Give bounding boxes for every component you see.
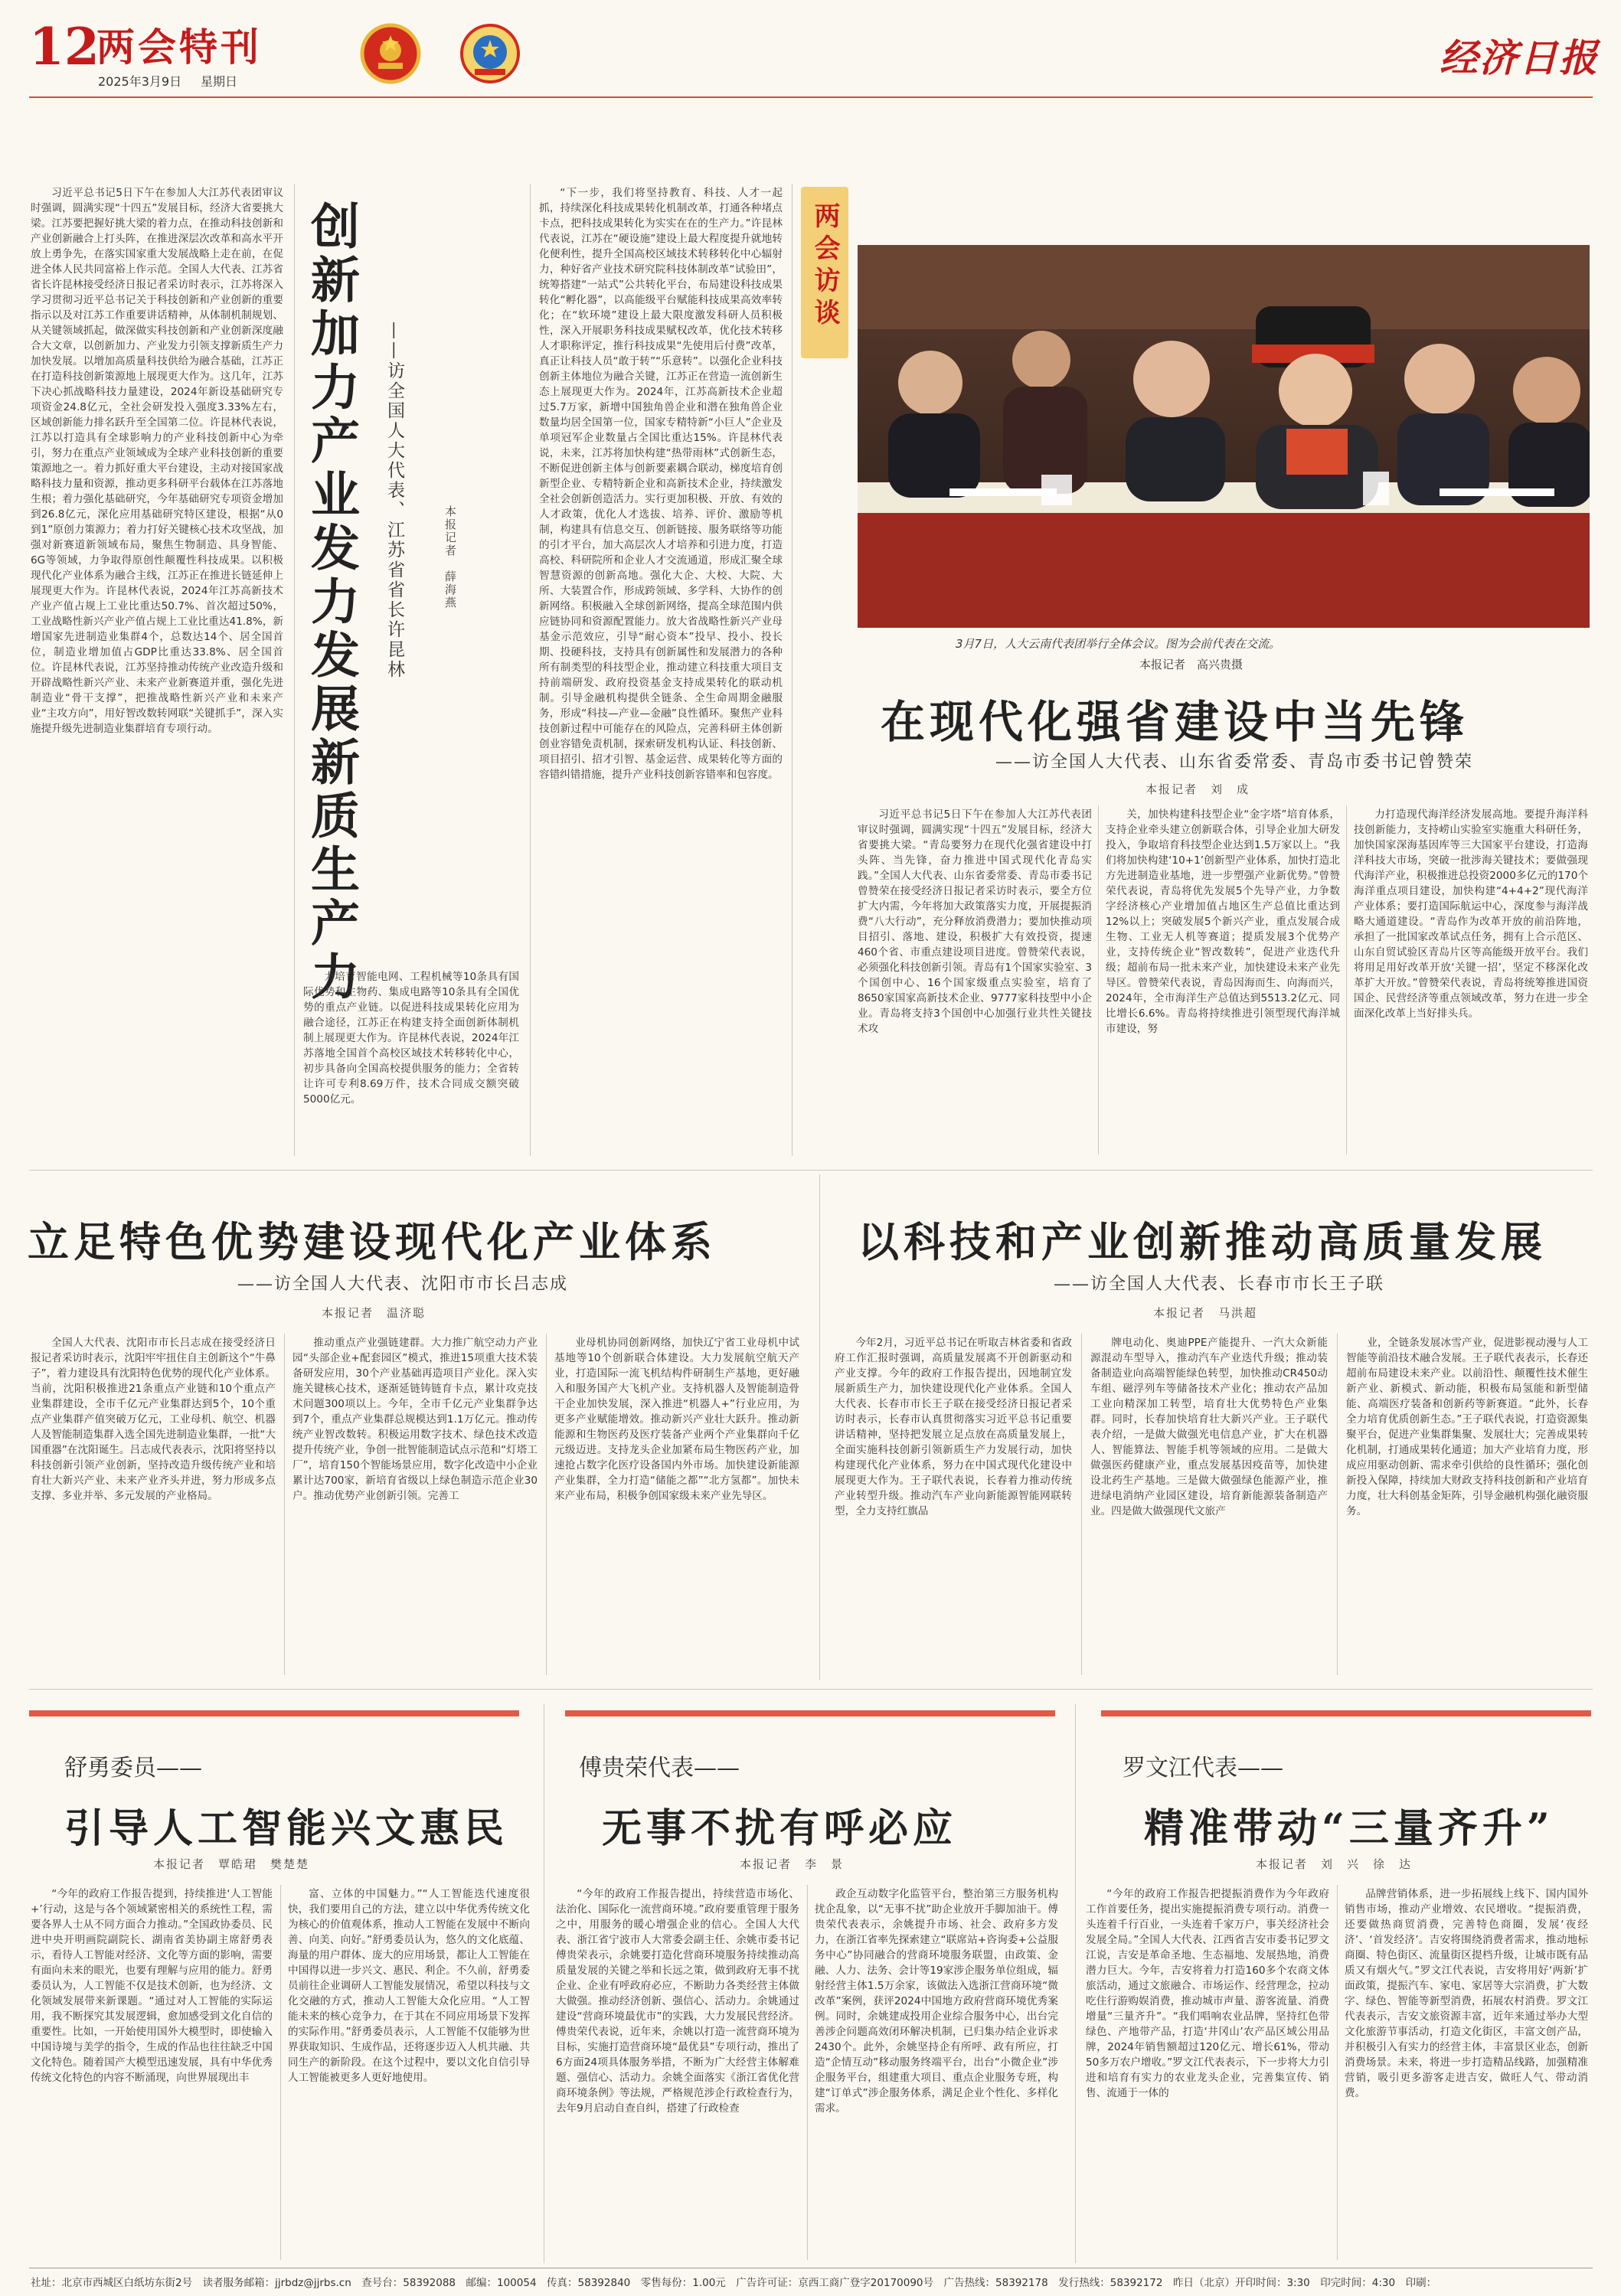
article2-subtitle: ——访全国人大代表、山东省委常委、青岛市委书记曾赞荣 bbox=[995, 753, 1474, 772]
profile-header-band bbox=[565, 1710, 1055, 1716]
article4-col1: 今年2月，习近平总书记在听取吉林省委和省政府工作汇报时强调，高质量发展离不开创新驱动和产业支撑。今年的政府工作报告提出，因地制宜发展新质生产力，加快建设现代化产业体系。全国人大代表、长春市市长王子联在接受经济日报记者采访时表示，长春市认真贯彻落实习近平总书记重要讲话精神，坚持把发展立足点放在高质量发展上，全面实施科技创新引领新质生产力发展行动，加快构建现代化产业体系，努力在中国式现代化建设中展现更大作为。王子联代表说，长春着力推动传统产业转型升级。推动汽车产业向新能源智能网联转型，全力支持红旗品 bbox=[835, 1337, 1072, 1517]
column-divider bbox=[284, 1334, 285, 1675]
article6-title: 无事不扰有呼必应 bbox=[602, 1805, 958, 1852]
article7-col1: “今年的政府工作报告把提振消费作为今年政府工作首要任务，提出实施提振消费专项行动。消费一头连着千行百业，一头连着千家万户，事关经济社会发展全局。”全国人大代表、江西省吉安市委书记罗文江说，吉安是革命圣地、生态福地、发展热地，消费潜力巨大。今年，吉安将着力打造160多个农商文体旅活动，通过文旅融合、市场运作、经营理念，拉动吃住行游购娱消费，推动城市声量、游客流量、消费增量“三量齐升”。“我们唱响农业品牌，坚持红色带绿色、产地带产品，打造‘井冈山’农产品区域公用品牌，2024年销售额超过120亿元、增长61%，带动50多万农户增收。”罗文江代表表示，下一步将大力引进和培育有实力的农业龙头企业，完善集宣传、销售、流通于一体的 bbox=[1086, 1888, 1329, 2099]
article5-col2: 富、立体的中国魅力。”“人工智能迭代速度很快，我们要用自己的方法，建立以中华优秀传统文化为核心的价值观体系，推动人工智能在发展中不断向善、向美、向好。”舒勇委员认为，悠久的文化底蕴、海量的用户群体、庞大的应用场景，都让人工智能在中国得以进一步兴文、惠民、利企。不久前，舒勇委员前往企业调研人工智能发展情况，希望以科技与文化交融的方式，推动人工智能大众化应用。“人工智能未来的核心竞争力，在于其在不同应用场景下发挥的实际作用。”舒勇委员表示，人工智能不仅能够为世界获取知识、生成作品，还将逐步迈入人机共融、共同生产的新阶段。在这个过程中，要以文化自信引导人工智能被更多人更好地使用。 bbox=[288, 1888, 530, 2084]
section-title: 两会特刊 bbox=[96, 24, 262, 70]
column-divider bbox=[530, 184, 531, 1156]
article2-col2: 关，加快构建科技型企业“金字塔”培育体系，支持企业牵头建立创新联合体，引导企业加大研发投入，争取培育科技型企业达到1.5万家以上。“我们将加快构建‘10+1’创新型产业体系，加快打造北方先进制造业基地，进一步塑强产业新优势。”曾赞荣代表说，青岛将优先发展5个先导产业，力争数字经济核心产业增加值占地区生产总值比重达到12%以上；突破发展5个新兴产业，重点发展合成生物、工业无人机等赛道；提质发展3个优势产业，支持传统企业“智改数转”，促进产业迭代升级；超前布局一批未来产业，加快建设未来产业先导区。曾赞荣代表说，青岛因海而生、向海而兴，2024年，全市海洋生产总值达到5513.2亿元、同比增长6.6%。青岛将持续推进引领型现代海洋城市建设，努 bbox=[1106, 808, 1340, 1035]
article2-col1: 习近平总书记5日下午在参加人大江苏代表团审议时强调，圆满实现“十四五”发展目标，经济大省要挑大梁。“青岛要努力在现代化强省建设中打头阵、当先锋，奋力推进中国式现代化青岛实践。”全国人大代表、山东省委常委、青岛市委书记曾赞荣在接受经济日报记者采访时表示，要全方位扩大内需，今年将加大政策落实力度，开展提振消费“八大行动”，充分释放消费潜力；要加快推动项目招引、落地、建设，积极扩大有效投资，提速460个省、市重点建设项目进度。曾赞荣代表说，必须强化科技创新引领。青岛有1个国家实验室、3个国创中心、16个国家级重点实验室，培育了8650家国家高新技术企业、9777家科技型中小企业。青岛将支持3个国创中心加强行业共性关键技术攻 bbox=[858, 808, 1092, 1035]
article1-col3: “下一步，我们将坚持教育、科技、人才一起抓，持续深化科技成果转化机制改革，打通各种堵点卡点，把科技成果转化为实实在在的生产力。”许昆林代表说，江苏在“硬设施”建设上最大程度提升就地转化便利性，提升全国高校区域技术转移转化中心辐射力，种好省产业技术研究院科技体制改革“试验田”，统筹搭建“一站式”公共转化平台，布局建设科技成果转化“孵化器”，以高能级平台赋能科技成果高效率转化；在“软环境”建设上最大限度激发科研人员积极性，深入开展职务科技成果赋权改革，优化技术转移人才职称评定，推行科技成果“先使用后付费”改革，真正让科技人员“敢于转”“乐意转”。以强化企业科技创新主体地位为融合关键，江苏正在营造一流创新生态上展现更大作为。2024年，江苏高新技术企业超过5.7万家，新增中国独角兽企业和潜在独角兽企业数量均居全国第一位，国家专精特新“小巨人”企业及单项冠军企业数量占全国比重达15%。许昆林代表说，未来，江苏将加快构建“热带雨林”式创新生态，不断促进创新主体与创新要素耦合联动，梯度培育创新型企业、专精特新企业和高新技术企业，持续激发全社会创新创造活力。实行更加积极、开放、有效的人才政策，优化人才选拔、培养、评价、激励等机制，构建具有信息交互、创新链接、服务联络等功能的引才平台，加大高层次人才培养和引进力度，打造高校、科研院所和企业人才交流通道，形成汇聚全球智慧资源的创新高地。强化大企、大校、大院、大所、大装置合作，形成跨领域、多学科、大协作的创新网络。积极融入全球创新网络，提高全球范围内供应链协同和资源配置能力。放大省战略性新兴产业母基金示范效应，引导“耐心资本”投早、投小、投长期、投硬科技，支持具有创新属性和发展潜力的各种所有制类型的科技型企业，推动建立科技重大项目支持前端研发、政府投资基金支持成果转化的联动机制。引导金融机构提供全链条、全生命周期金融服务，形成“科技—产业—金融”良性循环。聚焦产业科技创新过程中可能存在的风险点，完善科研主体创新创业容错免责机制，探索研发机构认证、科技创新、项目招引、招才引智、基金运营、成果转化等方面的容错纠错措施，提升产业科技创新容错率和包容度。 bbox=[539, 187, 783, 781]
article6-col2: 政企互动数字化监管平台，整治第三方服务机构扰企乱象，以“无事不扰”助企业放开手脚加油干。傅贵荣代表表示，余姚提升市场、社会、政府多方发力，在浙江省率先探索建立“联席站+咨询委+公益服务中心”协同融合的营商环境服务联盟，由政策、金融、人力、法务、会计等19家涉企服务单位组成，辐射经营主体1.5万余家，该做法入选浙江营商环境“微改革”案例，获评2024中国地方政府营商环境优秀案例。同时，余姚建成投用企业综合服务中心，出台完善涉企问题高效闭环解决机制，已归集办结企业诉求2430个。此外，余姚坚持企有所呼、政有所应，打造“企情互动”移动服务终端平台，出台“小微企业”涉企服务平台，组建重大项目、重点企业服务专班，构建“订单式”涉企服务体系，满足企业个性化、多样化需求。 bbox=[815, 1888, 1058, 2115]
article3-byline: 本报记者 温济聪 bbox=[322, 1306, 426, 1320]
article4-col2: 牌电动化、奥迪PPE产能提升、一汽大众新能源混动车型导入，推动汽车产业迭代升级；推动装备制造业向高端智能绿色转型，加快推动CR450动车组、磁浮列车等储备技术产业化；推动农产品加工业向精深加工转型，培育壮大优势特色产业集群。同时，长春加快培育壮大新兴产业。王子联代表介绍，一是做大做强光电信息产业，扩大在机器人、智能算法、智能手机等领域的应用。二是做大做强医药健康产业，重点发展基因疫苗等，加快建设北药生产基地。三是做大做强绿色能源产业，推进绿电消纳产业园区建设，培育新能源装备制造产业。四是做大做强现代文旅产 bbox=[1090, 1337, 1328, 1517]
footer-info: 社址：北京市西城区白纸坊东街2号 读者服务邮箱：jjrbdz@jjrbs.cn 查号台：58392088 邮编：100054 传真：58392840 零售每份：1.00元 广告许可证：京西工商广登字20170090号 广告热线：58392178 发行热线：58392172 昨日（北京）开印时间：3:30 印完时间：4:30 印刷： bbox=[31, 2277, 1437, 2289]
section-rule bbox=[29, 1170, 1593, 1171]
article7-title: 精准带动“三量齐升” bbox=[1144, 1805, 1554, 1852]
column-divider bbox=[1081, 1334, 1082, 1675]
article3-col2: 推动重点产业强链建群。大力推广航空动力产业园“头部企业+配套园区”模式，推进15项重大技术装备研发应用，30个产业基础再造项目产业化。深入实施关键核心技术，逐渐延链铸链育卡点，累计攻克技术问题300项以上。今年，全市千亿元产业集群争达到7个，重点产业集群总规模达到1.1万亿元。推动传统产业智改数转。积极运用数字技术、绿色技术改造提升传统产业，争创一批智能制造试点示范和“灯塔工厂”，培育150个智能场景应用，数字化改造中小企业累计达700家，新培育省级以上绿色制造示范企业30户。推动优势产业创新引领。完善工 bbox=[292, 1337, 538, 1502]
column-divider bbox=[280, 1885, 281, 2260]
column-divider bbox=[1075, 1704, 1076, 2263]
photo-caption: 3月7日，人大云南代表团举行全体会议。图为会前代表在交流。 本报记者 高兴贵摄 bbox=[956, 637, 1281, 671]
masthead bbox=[0, 0, 1621, 89]
column-divider bbox=[1098, 805, 1099, 1155]
article4-col3: 业，全链条发展冰雪产业，促进影视动漫与人工智能等前沿技术融合发展。王子联代表表示，长春还超前布局建设未来产业。以前沿性、颠覆性技术催生新产业、新模式、新动能，积极布局氢能和新型储能、高端医疗装备和创新药等新赛道。“此外，长春全力培育优质创新生态。”王子联代表说，打造资源集聚平台，促进产业集群集聚、发展壮大；完善成果转化机制，打通成果转化通道；加大产业培育力度，形成应用驱动创新、需求牵引供给的良性循环；强化创新投入保障，持续加大财政支持科技创新和产业培育力度，壮大科创基金矩阵，引导金融机构强化融资服务。 bbox=[1346, 1337, 1588, 1517]
article2-title: 在现代化强省建设中当先锋 bbox=[881, 696, 1469, 748]
cppcc-emblem-icon bbox=[459, 23, 521, 84]
article3-subtitle: ——访全国人大代表、沈阳市市长吕志成 bbox=[237, 1275, 569, 1294]
column-divider bbox=[1337, 1885, 1338, 2260]
article3-col3: 业母机协同创新网络，加快辽宁省工业母机中试基地等10个创新联合体建设。大力发展航空航天产业，打造国际一流飞机结构件研制生产基地，更好融入和服务国产大飞机产业。支持机器人及智能制造骨干企业加快发展，深入推进“机器人+”行业应用，为更多产业赋能增效。推动新兴产业壮大跃升。推动新能源和生物医药及医疗装备产业两个产业集群向千亿元级迈进。支持龙头企业加紧布局生物医药产业，加速抢占数字化医疗设备国内外市场。加快建设新能源产业集群，全力打造“储能之都”“北方氢都”。加快未来产业布局，积极争创国家级未来产业先导区。 bbox=[554, 1337, 799, 1502]
article4-subtitle: ——访全国人大代表、长春市市长王子联 bbox=[1054, 1275, 1385, 1294]
issue-weekday: 星期日 bbox=[201, 74, 238, 89]
article6-byline: 本报记者 李 景 bbox=[740, 1857, 845, 1871]
article4-byline: 本报记者 马洪超 bbox=[1153, 1306, 1258, 1320]
page-number: 12 bbox=[29, 17, 100, 77]
column-divider bbox=[1346, 805, 1347, 1155]
news-photo bbox=[858, 245, 1590, 628]
article5-byline: 本报记者 覃皓珺 樊楚楚 bbox=[153, 1857, 310, 1871]
column-divider bbox=[546, 1334, 547, 1675]
issue-date: 2025年3月9日 bbox=[98, 74, 182, 89]
article3-col1: 全国人大代表、沈阳市市长吕志成在接受经济日报记者采访时表示，沈阳牢牢扭住自主创新这个“牛鼻子”，着力建设具有沈阳特色优势的现代化产业体系。当前，沈阳积极推进21条重点产业链和10个重点产业集群建设，全市千亿元产业集群达到5个，10个重点产业集群产值突破万亿元，工业母机、航空、机器人及智能制造集群入选全国先进制造业集群，一批“大国重器”在沈阳诞生。吕志成代表表示，沈阳将坚持以科技创新引领产业创新，坚持改造升级传统产业和培育壮大新兴产业、未来产业齐头并进，努力形成多点支撑、多业并举、多元发展的产业格局。 bbox=[31, 1337, 276, 1502]
section-rule bbox=[29, 1689, 1593, 1690]
article1-col1: 习近平总书记5日下午在参加人大江苏代表团审议时强调，圆满实现“十四五”发展目标，经济大省要挑大梁。江苏要把握好挑大梁的着力点，在推动科技创新和产业创新融合上打头阵，在推进深层次改革和高水平开放上勇争先，在落实国家重大发展战略上走在前，在促进全体人民共同富裕上作示范。全国人大代表、江苏省省长许昆林接受经济日报记者采访时表示，江苏将深入学习贯彻习近平总书记关于科技创新和产业创新的重要指示以及对江苏工作重要讲话精神，从体制机制规划、从关键领域抓起，做深做实科技创新和产业创新深度融合大文章，以创新加力、产业发力引领支撑新质生产力加快发展。以增加高质量科技供给为融合基础，江苏正在打造科技创新策源地上展现更大作为。这几年，江苏下决心抓战略科技力量建设，2024年新设基础研究专项资金24.8亿元，全社会研发投入强度3.33%左右，区域创新能力排名跃升至全国第二位。许昆林代表说，江苏以打造具有全球影响力的产业科技创新中心为牵引，努力在重点产业领域成为全球产业科技创新的重要策源地之一。着力抓好重大平台建设，主动对接国家战略科技力量和资源，推动更多科研平台载体在江苏落地生根；着力强化基础研究，今年基础研究专项资金增加到26.8亿元，深化应用基础研究特区建设，根据“从0到1”原创力策源力；着力打好关键核心技术攻坚战，加强对新赛道新领域布局，聚焦生物制造、具身智能、6G等领域，力争取得原创性颠覆性科技成果。以积极现代化产业体系为融合主线，江苏正在推进长链延伸上展现更大作为。许昆林代表说，2024年江苏高新技术产业产值占规上工业比重达50.7%、首次超过50%，工业战略性新兴产业产值占规上工业比重达41.8%，新增国家先进制造业集群4个，总数达14个、居全国首位，制造业增加值占GDP比重达33.8%、居全国首位。许昆林代表说，江苏坚持推动传统产业改造升级和开辟战略性新兴产业、未来产业新赛道并重，强化先进制造业“骨干支撑”，把推战略性新兴产业和未来产业“主攻方向”，用好智改数转网联“关键抓手”，深入实施提升级先进制造业集群培育专项行动。 bbox=[31, 187, 283, 735]
column-divider bbox=[294, 184, 295, 1156]
article1-subtitle: ——访全国人大代表、江苏省省长许昆林 bbox=[384, 322, 404, 680]
article1-col2: 力培育智能电网、工程机械等10条具有国际优势和生物药、集成电路等10条具有全国优势的重点产业链。以促进科技成果转化应用为融合途径，江苏正在构建支持全面创新体制机制上展现更大作为。许昆林代表说，2024年江苏落地全国首个高校区域技术转移转化中心，初步具备向全国高校提供服务的能力；全省转让许可专利8.69万件，技术合同成交额突破5000亿元。 bbox=[303, 971, 519, 1106]
national-emblem-icon bbox=[360, 23, 421, 84]
profile-header-band bbox=[1101, 1710, 1591, 1716]
article6-col1: “今年的政府工作报告提出，持续营造市场化、法治化、国际化一流营商环境。”政府要重管理于服务之中，用服务的暖心增强企业的信心。全国人大代表、浙江省宁波市人大常委会副主任、余姚市委书记傅贵荣表示，余姚要打造化营商环境服务持续推动高质量发展的关键之举和长远之策，做到政府无事不扰企业、企业有呼政府必应，不断助力各类经营主体做大做强。推动经济创新、强信心、活动力。余姚通过建设“营商环境最优市”的实践，大力发展民营经济。傅贵荣代表说，近年来，余姚以打造一流营商环境为目标，实施打造营商环境“最优县”专项行动，推出了6方面24项具体服务举措，不断为广大经营主体解难题、强信心、活动力。余姚全面落实《浙江省优化营商环境条例》等法规，严格规范涉企行政检查行为，去年9月启动自查自纠，搭建了行政检查 bbox=[556, 1888, 799, 2115]
column-divider bbox=[819, 1174, 820, 1680]
article7-col2: 品牌营销体系，进一步拓展线上线下、国内国外销售市场，推动产业增效、农民增收。“提振消费，还要做热商贸消费，完善特色商圈，发展‘夜经济’、‘首发经济’。吉安将围绕消费者需求，推动地标商圈、特色街区、流量街区提档升级，让城市既有品质又有烟火气。”罗文江代表说，吉安将用好‘两新’扩面政策，提振汽车、家电、家居等大宗消费，扩大数字、绿色、智能等新型消费，拓展农村消费。罗文江代表表示，吉安文旅资源丰富，近年来通过举办大型文化旅游节事活动，打造文化街区，丰富文创产品，并积极引入有实力的经营主体，丰富景区业态，创新消费场景。未来，将进一步打造精品线路，加强精准营销，吸引更多游客走进吉安，做旺人气、带动消费。 bbox=[1345, 1888, 1588, 2099]
article2-col3: 力打造现代海洋经济发展高地。要提升海洋科技创新能力，支持崂山实验室实施重大科研任务，加快国家深海基因库等三大国家平台建设，打造海洋科技大市场，突破一批涉海关键技术；要做强现代海洋产业，积极推进总投资2000多亿元的170个海洋重点项目建设，加快构建“4+4+2”现代海洋产业体系；要打造国际航运中心，深度参与海洋战略大通道建设。“青岛作为改革开放的前沿阵地，承担了一批国家改革试点任务，拥有上合示范区、山东自贸试验区青岛片区等高能级开放平台。我们将用足用好改革开放‘关键一招’，坚定不移深化改革扩大开放。”曾赞荣代表说，青岛将统筹推进国资国企、民营经济等重点领域改革，努力在进一步全面深化改革上当好排头兵。 bbox=[1354, 808, 1588, 1020]
column-divider bbox=[1337, 1334, 1338, 1675]
side-tab: 两会访谈 bbox=[801, 187, 848, 358]
column-divider bbox=[792, 184, 793, 1156]
paper-logo: 经济日报 bbox=[1440, 35, 1599, 80]
article7-kicker: 罗文江代表—— bbox=[1123, 1755, 1283, 1782]
article2-byline: 本报记者 刘 成 bbox=[1145, 782, 1250, 796]
article7-byline: 本报记者 刘 兴 徐 达 bbox=[1256, 1857, 1413, 1871]
column-divider bbox=[807, 1885, 808, 2260]
article6-kicker: 傅贵荣代表—— bbox=[579, 1755, 740, 1782]
article3-title: 立足特色优势建设现代化产业体系 bbox=[28, 1217, 717, 1266]
article5-kicker: 舒勇委员—— bbox=[64, 1755, 202, 1782]
masthead-rule bbox=[29, 96, 1593, 98]
article5-col1: “今年的政府工作报告提到，持续推进‘人工智能+’行动，这是与各个领域紧密相关的系统性工程，需要各界人士从不同方面合力推动。”全国政协委员、民进中央开明画院副院长、湖南省美协副主席舒勇表示，看待人工智能对经济、文化等方面的影响，需要有面向未来的眼光，也要有理解与应用的能力。舒勇委员认为，人工智能不仅是技术创新，也为经济、文化领域发展带来新课题。“通过对人工智能的实际运用，我不断探究其发展逻辑，愈加感受到文化自信的重要性。比如，一开始使用国外大模型时，即使输入中国诗境与美学的指令，生成的作品也往往缺乏中国文化特色。随着国产大模型迅速发展，具有中华优秀传统文化特色的内容不断涌现，向世界展现出丰 bbox=[31, 1888, 273, 2084]
article1-title: 创新加力产业发力发展新质生产力 bbox=[302, 201, 360, 1004]
article5-title: 引导人工智能兴文惠民 bbox=[64, 1805, 509, 1852]
article4-title: 以科技和产业创新推动高质量发展 bbox=[858, 1217, 1547, 1266]
profile-header-band bbox=[29, 1710, 519, 1716]
article1-byline: 本报记者 薛海燕 bbox=[443, 505, 457, 609]
